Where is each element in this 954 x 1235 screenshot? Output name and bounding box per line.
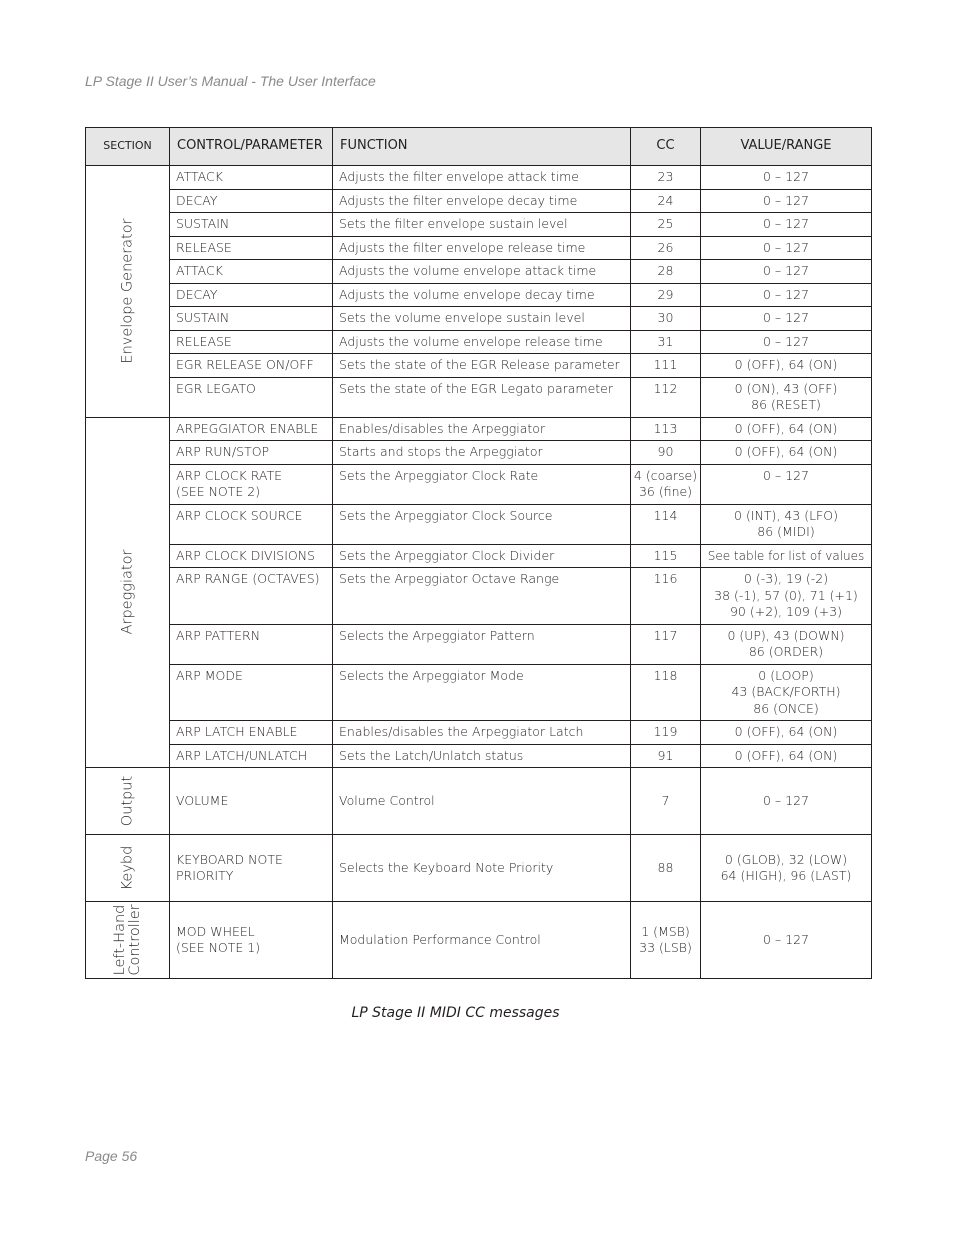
value-cell: 0 – 127 <box>701 189 872 213</box>
function-cell: Volume Control <box>333 768 631 835</box>
value-cell: 0 – 127 <box>701 236 872 260</box>
control-cell: ARP CLOCK SOURCE <box>170 504 333 544</box>
value-cell: 0 – 127 <box>701 464 872 504</box>
value-cell <box>701 835 872 902</box>
control-cell: VOLUME <box>170 768 333 835</box>
table-row <box>86 768 872 835</box>
value-cell: 0 – 127 <box>701 166 872 190</box>
control-cell: ARP LATCH ENABLE <box>170 721 333 745</box>
section-cell-output <box>86 768 170 835</box>
value-cell <box>701 568 872 625</box>
cc-cell: 29 <box>631 283 701 307</box>
value-line: 86 (ONCE) <box>753 700 819 716</box>
cc-cell: 31 <box>631 330 701 354</box>
table-row <box>86 189 872 213</box>
cc-cell: 30 <box>631 307 701 331</box>
function-cell: Adjusts the filter envelope release time <box>333 236 631 260</box>
function-cell: Enables/disables the Arpeggiator Latch <box>333 721 631 745</box>
function-cell: Adjusts the volume envelope attack time <box>333 260 631 284</box>
cc-cell <box>631 902 701 979</box>
function-cell: Sets the volume envelope sustain level <box>333 307 631 331</box>
running-header: LP Stage II User’s Manual - The User Interface <box>85 73 376 89</box>
table-row <box>86 330 872 354</box>
value-line: 86 (RESET) <box>751 397 821 412</box>
section-cell-arpeggiator <box>86 417 170 768</box>
cc-line: 4 (coarse) <box>633 467 698 483</box>
section-label: Keybd <box>119 845 135 891</box>
section-label: Envelope Generator <box>119 218 135 364</box>
section-cell-envelope-generator <box>86 166 170 418</box>
value-cell: 0 (OFF), 64 (ON) <box>701 721 872 745</box>
function-cell: Starts and stops the Arpeggiator <box>333 441 631 465</box>
function-cell: Sets the Arpeggiator Clock Divider <box>333 544 631 568</box>
control-cell: ARP MODE <box>170 664 333 721</box>
table-row <box>86 544 872 568</box>
control-cell: ARPEGGIATOR ENABLE <box>170 417 333 441</box>
control-cell: SUSTAIN <box>170 213 333 237</box>
section-label: Output <box>119 775 135 827</box>
table-row <box>86 441 872 465</box>
cc-cell: 88 <box>631 835 701 902</box>
table-row <box>86 568 872 625</box>
cc-line: 1 (MSB) <box>641 923 690 939</box>
value-line: 38 (-1), 57 (0), 71 (+1) <box>714 587 858 603</box>
function-cell: Modulation Performance Control <box>333 902 631 979</box>
control-cell <box>170 902 333 979</box>
function-cell: Adjusts the volume envelope decay time <box>333 283 631 307</box>
table-row <box>86 354 872 378</box>
table-row <box>86 504 872 544</box>
cc-cell: 91 <box>631 744 701 768</box>
column-header-control: CONTROL/PARAMETER <box>170 128 333 166</box>
control-line: MOD WHEEL <box>176 923 255 939</box>
table-row <box>86 213 872 237</box>
function-cell: Selects the Arpeggiator Mode <box>333 664 631 721</box>
cc-cell: 7 <box>631 768 701 835</box>
value-cell: 0 – 127 <box>701 768 872 835</box>
function-cell: Selects the Arpeggiator Pattern <box>333 624 631 664</box>
function-cell: Sets the Arpeggiator Octave Range <box>333 568 631 625</box>
value-cell <box>701 504 872 544</box>
function-cell: Adjusts the filter envelope attack time <box>333 166 631 190</box>
control-cell: ATTACK <box>170 166 333 190</box>
cc-cell: 114 <box>631 504 701 544</box>
cc-cell: 117 <box>631 624 701 664</box>
value-line: 90 (+2), 109 (+3) <box>729 604 843 619</box>
control-cell: RELEASE <box>170 236 333 260</box>
cc-cell: 115 <box>631 544 701 568</box>
function-cell: Selects the Keyboard Note Priority <box>333 835 631 902</box>
value-line: 86 (MIDI) <box>757 524 815 539</box>
value-line: 0 (INT), 43 (LFO) <box>734 507 838 523</box>
value-line: 0 (UP), 43 (DOWN) <box>727 627 845 643</box>
cc-cell: 26 <box>631 236 701 260</box>
value-cell: See table for list of values <box>701 544 872 568</box>
control-line: KEYBOARD NOTE <box>176 851 283 867</box>
cc-cell: 23 <box>631 166 701 190</box>
cc-cell: 24 <box>631 189 701 213</box>
cc-cell: 116 <box>631 568 701 625</box>
section-cell-left-hand-controller <box>86 902 170 979</box>
control-line: (SEE NOTE 1) <box>176 940 261 955</box>
control-cell: ARP PATTERN <box>170 624 333 664</box>
control-cell: ARP CLOCK DIVISIONS <box>170 544 333 568</box>
value-cell: 0 – 127 <box>701 902 872 979</box>
control-cell: DECAY <box>170 189 333 213</box>
cc-cell: 118 <box>631 664 701 721</box>
value-line: 43 (BACK/FORTH) <box>731 684 841 699</box>
control-cell: SUSTAIN <box>170 307 333 331</box>
cc-cell: 119 <box>631 721 701 745</box>
column-header-value-range: VALUE/RANGE <box>701 128 872 166</box>
value-cell: 0 (OFF), 64 (ON) <box>701 354 872 378</box>
control-line: PRIORITY <box>176 868 234 883</box>
value-cell <box>701 377 872 417</box>
control-cell: RELEASE <box>170 330 333 354</box>
value-cell: 0 – 127 <box>701 260 872 284</box>
table-row <box>86 902 872 979</box>
cc-cell: 111 <box>631 354 701 378</box>
function-cell: Enables/disables the Arpeggiator <box>333 417 631 441</box>
column-header-section: SECTION <box>86 128 170 166</box>
control-cell: ARP LATCH/UNLATCH <box>170 744 333 768</box>
table-row <box>86 283 872 307</box>
section-label: Arpeggiator <box>119 549 135 635</box>
function-cell: Sets the state of the EGR Legato parameter <box>333 377 631 417</box>
table-caption: LP Stage II MIDI CC messages <box>351 1005 560 1021</box>
table-row <box>86 744 872 768</box>
table-header-row <box>86 128 872 166</box>
function-cell: Adjusts the volume envelope release time <box>333 330 631 354</box>
value-line: 0 (GLOB), 32 (LOW) <box>724 851 848 867</box>
control-cell: DECAY <box>170 283 333 307</box>
control-cell: EGR RELEASE ON/OFF <box>170 354 333 378</box>
value-line: 64 (HIGH), 96 (LAST) <box>720 868 852 883</box>
function-cell: Sets the Latch/Unlatch status <box>333 744 631 768</box>
cc-cell: 25 <box>631 213 701 237</box>
value-line: 0 (LOOP) <box>758 667 814 683</box>
table-row <box>86 721 872 745</box>
table-row <box>86 166 872 190</box>
value-line: 0 (-3), 19 (-2) <box>743 571 829 586</box>
control-cell <box>170 464 333 504</box>
section-label-line: Controller <box>126 904 143 976</box>
cc-cell: 28 <box>631 260 701 284</box>
midi-cc-table <box>85 127 872 979</box>
control-line: (SEE NOTE 2) <box>176 484 261 499</box>
table-row <box>86 664 872 721</box>
section-label <box>113 904 143 975</box>
control-cell: ARP RUN/STOP <box>170 441 333 465</box>
table-row <box>86 260 872 284</box>
control-cell: ATTACK <box>170 260 333 284</box>
table-row <box>86 417 872 441</box>
control-cell: ARP RANGE (OCTAVES) <box>170 568 333 625</box>
cc-cell: 90 <box>631 441 701 465</box>
value-line: 0 (ON), 43 (OFF) <box>734 380 838 396</box>
table-row <box>86 624 872 664</box>
function-cell: Sets the state of the EGR Release parameter <box>333 354 631 378</box>
cc-line: 33 (LSB) <box>639 940 692 955</box>
function-cell: Sets the filter envelope sustain level <box>333 213 631 237</box>
cc-cell <box>631 464 701 504</box>
function-cell: Sets the Arpeggiator Clock Rate <box>333 464 631 504</box>
value-cell: 0 (OFF), 64 (ON) <box>701 417 872 441</box>
table-row <box>86 464 872 504</box>
value-cell: 0 – 127 <box>701 213 872 237</box>
function-cell: Adjusts the filter envelope decay time <box>333 189 631 213</box>
page-number: Page 56 <box>85 1148 138 1164</box>
value-cell: 0 – 127 <box>701 330 872 354</box>
cc-cell: 112 <box>631 377 701 417</box>
cc-line: 36 (fine) <box>638 484 693 499</box>
value-cell <box>701 624 872 664</box>
value-cell: 0 – 127 <box>701 307 872 331</box>
section-cell-keybd <box>86 835 170 902</box>
table-row <box>86 307 872 331</box>
section-label-line: Left-Hand <box>111 904 128 976</box>
value-line: 86 (ORDER) <box>748 644 824 659</box>
value-cell: 0 – 127 <box>701 283 872 307</box>
control-cell <box>170 835 333 902</box>
value-cell: 0 (OFF), 64 (ON) <box>701 744 872 768</box>
function-cell: Sets the Arpeggiator Clock Source <box>333 504 631 544</box>
column-header-cc: CC <box>631 128 701 166</box>
table-row <box>86 377 872 417</box>
table-row <box>86 835 872 902</box>
table-row <box>86 236 872 260</box>
control-line: ARP CLOCK RATE <box>176 467 283 483</box>
value-cell: 0 (OFF), 64 (ON) <box>701 441 872 465</box>
cc-cell: 113 <box>631 417 701 441</box>
column-header-function: FUNCTION <box>333 128 631 166</box>
control-cell: EGR LEGATO <box>170 377 333 417</box>
value-cell <box>701 664 872 721</box>
